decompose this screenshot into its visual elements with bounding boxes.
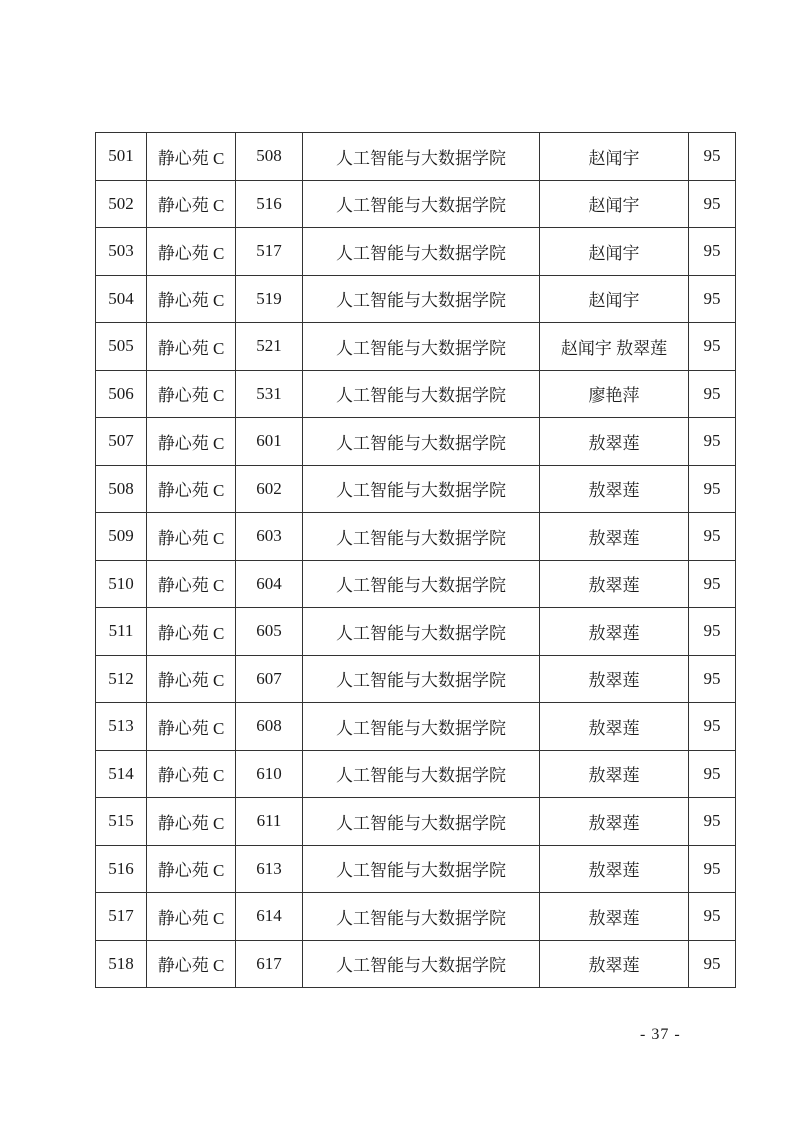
counselor-cell: 廖艳萍: [540, 370, 689, 418]
row-number-cell: 501: [96, 133, 147, 181]
building-cell: 静心苑 C: [147, 845, 236, 893]
table-row: [96, 703, 736, 751]
counselor-cell: 敖翠莲: [540, 703, 689, 751]
table-row: [96, 655, 736, 703]
room-number-cell: 601: [236, 418, 303, 466]
college-cell: 人工智能与大数据学院: [303, 180, 540, 228]
room-number-cell: 611: [236, 798, 303, 846]
page-number: - 37 -: [640, 1026, 681, 1043]
score-cell: 95: [689, 940, 736, 988]
college-cell: 人工智能与大数据学院: [303, 323, 540, 371]
college-cell: 人工智能与大数据学院: [303, 465, 540, 513]
row-number-cell: 518: [96, 940, 147, 988]
row-number-cell: 515: [96, 798, 147, 846]
row-number-cell: 505: [96, 323, 147, 371]
counselor-cell: 敖翠莲: [540, 845, 689, 893]
room-number-cell: 603: [236, 513, 303, 561]
building-cell: 静心苑 C: [147, 560, 236, 608]
row-number-cell: 511: [96, 608, 147, 656]
table-row: [96, 323, 736, 371]
row-number-cell: 513: [96, 703, 147, 751]
college-cell: 人工智能与大数据学院: [303, 845, 540, 893]
score-cell: 95: [689, 180, 736, 228]
building-cell: 静心苑 C: [147, 180, 236, 228]
score-cell: 95: [689, 655, 736, 703]
row-number-cell: 516: [96, 845, 147, 893]
counselor-cell: 敖翠莲: [540, 465, 689, 513]
counselor-cell: 赵闻宇: [540, 275, 689, 323]
counselor-cell: 赵闻宇: [540, 133, 689, 181]
row-number-cell: 502: [96, 180, 147, 228]
table-row: [96, 608, 736, 656]
counselor-cell: 敖翠莲: [540, 940, 689, 988]
room-number-cell: 516: [236, 180, 303, 228]
score-cell: 95: [689, 513, 736, 561]
table-row: [96, 513, 736, 561]
room-number-cell: 508: [236, 133, 303, 181]
score-cell: 95: [689, 608, 736, 656]
counselor-cell: 敖翠莲: [540, 655, 689, 703]
table-row: [96, 418, 736, 466]
score-cell: 95: [689, 228, 736, 276]
counselor-cell: 敖翠莲: [540, 608, 689, 656]
row-number-cell: 504: [96, 275, 147, 323]
room-number-cell: 610: [236, 750, 303, 798]
counselor-cell: 敖翠莲: [540, 513, 689, 561]
row-number-cell: 503: [96, 228, 147, 276]
table-row: [96, 370, 736, 418]
room-number-cell: 613: [236, 845, 303, 893]
college-cell: 人工智能与大数据学院: [303, 418, 540, 466]
score-cell: 95: [689, 560, 736, 608]
table-row: [96, 180, 736, 228]
building-cell: 静心苑 C: [147, 228, 236, 276]
room-number-cell: 604: [236, 560, 303, 608]
score-cell: 95: [689, 845, 736, 893]
building-cell: 静心苑 C: [147, 608, 236, 656]
row-number-cell: 507: [96, 418, 147, 466]
college-cell: 人工智能与大数据学院: [303, 513, 540, 561]
college-cell: 人工智能与大数据学院: [303, 560, 540, 608]
building-cell: 静心苑 C: [147, 798, 236, 846]
score-cell: 95: [689, 893, 736, 941]
score-cell: 95: [689, 275, 736, 323]
building-cell: 静心苑 C: [147, 655, 236, 703]
counselor-cell: 敖翠莲: [540, 893, 689, 941]
table-row: [96, 845, 736, 893]
room-number-cell: 608: [236, 703, 303, 751]
room-number-cell: 614: [236, 893, 303, 941]
counselor-cell: 赵闻宇 敖翠莲: [540, 323, 689, 371]
dormitory-score-table: [95, 132, 736, 988]
college-cell: 人工智能与大数据学院: [303, 655, 540, 703]
college-cell: 人工智能与大数据学院: [303, 370, 540, 418]
room-number-cell: 519: [236, 275, 303, 323]
table-row: [96, 893, 736, 941]
score-cell: 95: [689, 798, 736, 846]
college-cell: 人工智能与大数据学院: [303, 608, 540, 656]
table-row: [96, 133, 736, 181]
building-cell: 静心苑 C: [147, 750, 236, 798]
score-cell: 95: [689, 418, 736, 466]
table-row: [96, 465, 736, 513]
building-cell: 静心苑 C: [147, 275, 236, 323]
college-cell: 人工智能与大数据学院: [303, 893, 540, 941]
row-number-cell: 512: [96, 655, 147, 703]
building-cell: 静心苑 C: [147, 893, 236, 941]
table-row: [96, 940, 736, 988]
room-number-cell: 517: [236, 228, 303, 276]
table-row: [96, 750, 736, 798]
counselor-cell: 敖翠莲: [540, 560, 689, 608]
college-cell: 人工智能与大数据学院: [303, 275, 540, 323]
college-cell: 人工智能与大数据学院: [303, 798, 540, 846]
counselor-cell: 敖翠莲: [540, 798, 689, 846]
building-cell: 静心苑 C: [147, 465, 236, 513]
row-number-cell: 508: [96, 465, 147, 513]
room-number-cell: 607: [236, 655, 303, 703]
row-number-cell: 517: [96, 893, 147, 941]
college-cell: 人工智能与大数据学院: [303, 133, 540, 181]
table-row: [96, 275, 736, 323]
college-cell: 人工智能与大数据学院: [303, 750, 540, 798]
building-cell: 静心苑 C: [147, 323, 236, 371]
building-cell: 静心苑 C: [147, 513, 236, 561]
building-cell: 静心苑 C: [147, 133, 236, 181]
college-cell: 人工智能与大数据学院: [303, 703, 540, 751]
table-row: [96, 560, 736, 608]
score-cell: 95: [689, 465, 736, 513]
counselor-cell: 敖翠莲: [540, 418, 689, 466]
counselor-cell: 赵闻宇: [540, 228, 689, 276]
building-cell: 静心苑 C: [147, 940, 236, 988]
score-cell: 95: [689, 370, 736, 418]
counselor-cell: 赵闻宇: [540, 180, 689, 228]
score-cell: 95: [689, 323, 736, 371]
score-cell: 95: [689, 133, 736, 181]
college-cell: 人工智能与大数据学院: [303, 228, 540, 276]
building-cell: 静心苑 C: [147, 418, 236, 466]
building-cell: 静心苑 C: [147, 370, 236, 418]
room-number-cell: 605: [236, 608, 303, 656]
table-body: [96, 133, 736, 988]
table-row: [96, 798, 736, 846]
building-cell: 静心苑 C: [147, 703, 236, 751]
room-number-cell: 602: [236, 465, 303, 513]
score-cell: 95: [689, 703, 736, 751]
score-cell: 95: [689, 750, 736, 798]
room-number-cell: 521: [236, 323, 303, 371]
row-number-cell: 509: [96, 513, 147, 561]
row-number-cell: 514: [96, 750, 147, 798]
row-number-cell: 510: [96, 560, 147, 608]
room-number-cell: 531: [236, 370, 303, 418]
college-cell: 人工智能与大数据学院: [303, 940, 540, 988]
counselor-cell: 敖翠莲: [540, 750, 689, 798]
table-row: [96, 228, 736, 276]
row-number-cell: 506: [96, 370, 147, 418]
room-number-cell: 617: [236, 940, 303, 988]
